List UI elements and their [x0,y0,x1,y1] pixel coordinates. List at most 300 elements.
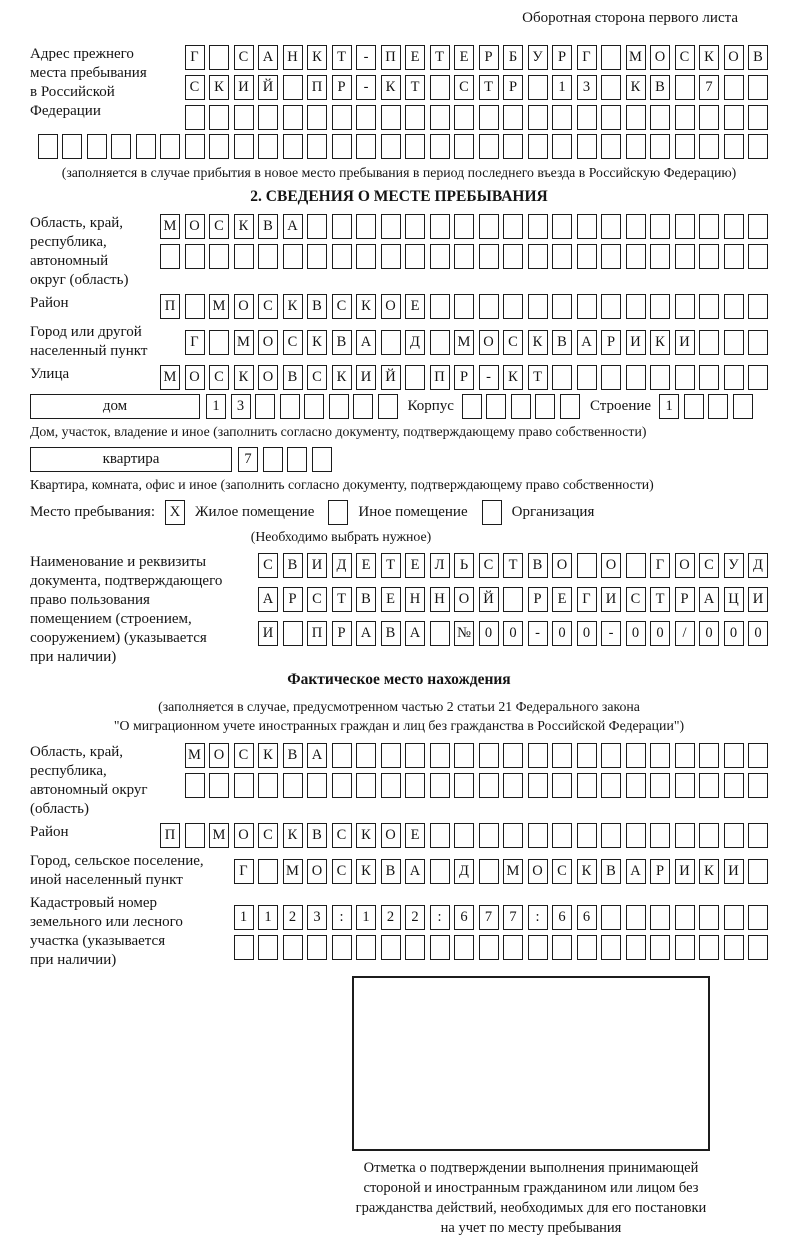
char-cell[interactable] [528,75,548,100]
char-cell[interactable]: С [307,365,327,390]
char-cell[interactable]: С [234,743,254,768]
cadastral-row-1[interactable] [234,905,769,930]
char-cell[interactable]: А [283,214,303,239]
char-cell[interactable] [699,823,719,848]
char-cell[interactable] [185,244,205,269]
char-cell[interactable] [430,75,450,100]
char-cell[interactable]: Е [454,45,474,70]
char-cell[interactable]: 0 [748,621,768,646]
char-cell[interactable] [356,743,376,768]
char-cell[interactable] [650,214,670,239]
char-cell[interactable]: : [528,905,548,930]
char-cell[interactable] [528,773,548,798]
char-cell[interactable] [675,244,695,269]
char-cell[interactable] [601,45,621,70]
char-cell[interactable] [185,773,205,798]
char-cell[interactable] [405,935,425,960]
char-cell[interactable] [332,244,352,269]
char-cell[interactable] [626,743,646,768]
char-cell[interactable]: О [601,553,621,578]
char-cell[interactable]: М [454,330,474,355]
char-cell[interactable] [307,134,327,159]
char-cell[interactable] [312,447,332,472]
char-cell[interactable]: Ь [454,553,474,578]
char-cell[interactable] [699,905,719,930]
char-cell[interactable]: 3 [231,394,251,419]
char-cell[interactable]: Г [577,45,597,70]
char-cell[interactable] [699,330,719,355]
char-cell[interactable] [356,244,376,269]
char-cell[interactable] [503,134,523,159]
char-cell[interactable]: 7 [503,905,523,930]
char-cell[interactable] [626,823,646,848]
char-cell[interactable] [479,244,499,269]
char-cell[interactable]: О [209,743,229,768]
char-cell[interactable]: Т [332,45,352,70]
char-cell[interactable]: Е [552,587,572,612]
char-cell[interactable] [552,134,572,159]
char-cell[interactable]: О [381,294,401,319]
char-cell[interactable] [552,935,572,960]
char-cell[interactable] [601,294,621,319]
char-cell[interactable] [601,773,621,798]
char-cell[interactable] [675,294,695,319]
char-cell[interactable] [209,244,229,269]
char-cell[interactable] [430,823,450,848]
char-cell[interactable] [724,214,744,239]
char-cell[interactable] [552,105,572,130]
char-cell[interactable]: - [528,621,548,646]
char-cell[interactable]: А [258,587,278,612]
char-cell[interactable]: Р [601,330,621,355]
char-cell[interactable] [748,294,768,319]
char-cell[interactable]: В [356,587,376,612]
char-cell[interactable]: 0 [552,621,572,646]
char-cell[interactable] [675,105,695,130]
char-cell[interactable]: К [234,214,254,239]
char-cell[interactable] [675,743,695,768]
char-cell[interactable]: О [234,823,254,848]
region-row-1[interactable] [160,214,768,239]
char-cell[interactable] [748,743,768,768]
char-cell[interactable]: К [650,330,670,355]
district-row[interactable] [160,294,768,319]
prev-address-row-3[interactable] [185,105,769,130]
char-cell[interactable] [430,743,450,768]
char-cell[interactable] [136,134,156,159]
char-cell[interactable] [626,105,646,130]
korpus-row[interactable] [462,394,580,419]
char-cell[interactable]: 3 [307,905,327,930]
char-cell[interactable]: К [332,365,352,390]
char-cell[interactable]: А [699,587,719,612]
char-cell[interactable] [577,553,597,578]
char-cell[interactable]: С [283,330,303,355]
char-cell[interactable] [454,773,474,798]
char-cell[interactable] [748,365,768,390]
char-cell[interactable]: М [209,823,229,848]
char-cell[interactable] [552,823,572,848]
char-cell[interactable]: 1 [206,394,226,419]
char-cell[interactable]: С [258,823,278,848]
char-cell[interactable] [280,394,300,419]
char-cell[interactable]: Г [577,587,597,612]
char-cell[interactable] [430,134,450,159]
char-cell[interactable] [724,743,744,768]
char-cell[interactable]: В [381,621,401,646]
char-cell[interactable]: И [724,859,744,884]
char-cell[interactable] [552,214,572,239]
char-cell[interactable] [283,621,303,646]
char-cell[interactable]: В [552,330,572,355]
char-cell[interactable]: К [577,859,597,884]
char-cell[interactable]: 0 [577,621,597,646]
char-cell[interactable]: С [675,45,695,70]
char-cell[interactable] [626,365,646,390]
region-row-2[interactable] [160,244,768,269]
char-cell[interactable] [601,743,621,768]
char-cell[interactable] [724,330,744,355]
char-cell[interactable] [503,244,523,269]
char-cell[interactable] [601,905,621,930]
char-cell[interactable]: М [160,214,180,239]
apartment-type-box[interactable]: квартира [30,447,232,472]
char-cell[interactable] [332,935,352,960]
char-cell[interactable] [405,743,425,768]
char-cell[interactable]: И [748,587,768,612]
char-cell[interactable] [650,244,670,269]
char-cell[interactable] [486,394,506,419]
char-cell[interactable] [724,773,744,798]
char-cell[interactable] [503,294,523,319]
char-cell[interactable]: К [209,75,229,100]
stay-option-other-checkbox[interactable] [328,500,348,525]
char-cell[interactable] [454,105,474,130]
char-cell[interactable] [258,859,278,884]
char-cell[interactable]: В [748,45,768,70]
char-cell[interactable] [650,743,670,768]
char-cell[interactable] [675,365,695,390]
char-cell[interactable] [185,823,205,848]
char-cell[interactable] [724,823,744,848]
char-cell[interactable]: У [724,553,744,578]
char-cell[interactable]: С [503,330,523,355]
char-cell[interactable]: С [332,859,352,884]
char-cell[interactable]: Р [454,365,474,390]
char-cell[interactable]: О [479,330,499,355]
char-cell[interactable]: Р [332,75,352,100]
char-cell[interactable]: Т [503,553,523,578]
char-cell[interactable] [503,105,523,130]
char-cell[interactable] [675,823,695,848]
char-cell[interactable]: Т [650,587,670,612]
char-cell[interactable]: Й [381,365,401,390]
char-cell[interactable]: О [185,365,205,390]
char-cell[interactable] [748,905,768,930]
char-cell[interactable] [479,773,499,798]
char-cell[interactable]: И [234,75,254,100]
char-cell[interactable] [577,105,597,130]
char-cell[interactable] [287,447,307,472]
char-cell[interactable] [381,134,401,159]
char-cell[interactable]: М [626,45,646,70]
char-cell[interactable]: Ц [724,587,744,612]
stay-option-organization-checkbox[interactable] [482,500,502,525]
char-cell[interactable]: О [528,859,548,884]
char-cell[interactable]: Т [430,45,450,70]
char-cell[interactable]: Д [405,330,425,355]
char-cell[interactable] [724,134,744,159]
char-cell[interactable] [503,587,523,612]
char-cell[interactable]: 0 [503,621,523,646]
char-cell[interactable] [626,244,646,269]
char-cell[interactable]: Р [650,859,670,884]
char-cell[interactable] [511,394,531,419]
char-cell[interactable] [381,743,401,768]
char-cell[interactable] [381,773,401,798]
char-cell[interactable] [699,105,719,130]
char-cell[interactable] [209,330,229,355]
char-cell[interactable] [430,773,450,798]
char-cell[interactable] [381,214,401,239]
char-cell[interactable] [405,365,425,390]
char-cell[interactable]: Р [552,45,572,70]
char-cell[interactable] [577,773,597,798]
char-cell[interactable]: С [258,294,278,319]
char-cell[interactable]: И [307,553,327,578]
char-cell[interactable]: Й [479,587,499,612]
char-cell[interactable]: Н [405,587,425,612]
char-cell[interactable]: С [552,859,572,884]
char-cell[interactable] [356,935,376,960]
char-cell[interactable]: Р [479,45,499,70]
char-cell[interactable]: К [356,859,376,884]
char-cell[interactable]: 2 [405,905,425,930]
char-cell[interactable] [626,294,646,319]
char-cell[interactable] [185,105,205,130]
char-cell[interactable] [258,244,278,269]
char-cell[interactable] [332,134,352,159]
char-cell[interactable] [405,214,425,239]
document-row-1[interactable] [258,553,768,578]
char-cell[interactable] [405,773,425,798]
char-cell[interactable] [454,935,474,960]
char-cell[interactable] [626,134,646,159]
char-cell[interactable] [209,105,229,130]
char-cell[interactable] [552,294,572,319]
char-cell[interactable]: Т [332,587,352,612]
char-cell[interactable]: Т [381,553,401,578]
char-cell[interactable]: - [356,45,376,70]
char-cell[interactable]: О [552,553,572,578]
char-cell[interactable] [560,394,580,419]
char-cell[interactable] [748,75,768,100]
char-cell[interactable] [332,773,352,798]
char-cell[interactable]: К [307,330,327,355]
char-cell[interactable]: В [381,859,401,884]
char-cell[interactable] [258,105,278,130]
char-cell[interactable] [283,773,303,798]
char-cell[interactable]: В [307,823,327,848]
char-cell[interactable]: С [332,823,352,848]
char-cell[interactable]: Г [650,553,670,578]
char-cell[interactable] [724,105,744,130]
char-cell[interactable]: К [258,743,278,768]
char-cell[interactable] [353,394,373,419]
char-cell[interactable]: П [307,75,327,100]
char-cell[interactable]: В [528,553,548,578]
char-cell[interactable] [601,105,621,130]
char-cell[interactable] [626,773,646,798]
char-cell[interactable]: И [626,330,646,355]
char-cell[interactable] [405,244,425,269]
char-cell[interactable]: К [699,859,719,884]
char-cell[interactable]: К [234,365,254,390]
char-cell[interactable] [699,134,719,159]
char-cell[interactable] [577,365,597,390]
char-cell[interactable]: Б [503,45,523,70]
char-cell[interactable] [601,214,621,239]
char-cell[interactable]: 7 [479,905,499,930]
char-cell[interactable]: А [356,330,376,355]
char-cell[interactable]: О [381,823,401,848]
char-cell[interactable] [405,134,425,159]
char-cell[interactable]: А [577,330,597,355]
char-cell[interactable]: 0 [626,621,646,646]
char-cell[interactable]: К [307,45,327,70]
char-cell[interactable]: О [724,45,744,70]
char-cell[interactable] [503,823,523,848]
char-cell[interactable] [381,105,401,130]
char-cell[interactable] [356,105,376,130]
char-cell[interactable]: 1 [234,905,254,930]
stroenie-row[interactable] [659,394,753,419]
char-cell[interactable]: № [454,621,474,646]
char-cell[interactable] [234,773,254,798]
char-cell[interactable] [479,823,499,848]
char-cell[interactable] [454,134,474,159]
char-cell[interactable] [62,134,82,159]
char-cell[interactable] [724,935,744,960]
document-row-2[interactable] [258,587,768,612]
char-cell[interactable] [454,823,474,848]
char-cell[interactable] [430,621,450,646]
char-cell[interactable] [626,905,646,930]
char-cell[interactable] [535,394,555,419]
char-cell[interactable]: Е [356,553,376,578]
char-cell[interactable]: 7 [238,447,258,472]
char-cell[interactable] [185,134,205,159]
char-cell[interactable] [283,105,303,130]
char-cell[interactable]: 0 [650,621,670,646]
char-cell[interactable] [307,105,327,130]
char-cell[interactable] [650,105,670,130]
char-cell[interactable]: С [185,75,205,100]
char-cell[interactable] [650,365,670,390]
char-cell[interactable]: 0 [479,621,499,646]
char-cell[interactable] [724,365,744,390]
cadastral-row-2[interactable] [234,935,769,960]
char-cell[interactable] [234,134,254,159]
apartment-number-row[interactable] [238,447,332,472]
char-cell[interactable]: Д [454,859,474,884]
char-cell[interactable]: А [405,621,425,646]
char-cell[interactable] [234,935,254,960]
char-cell[interactable]: С [626,587,646,612]
char-cell[interactable]: Д [332,553,352,578]
char-cell[interactable]: О [650,45,670,70]
char-cell[interactable]: Г [234,859,254,884]
prev-address-row-1[interactable] [185,45,769,70]
char-cell[interactable] [528,743,548,768]
char-cell[interactable]: П [160,823,180,848]
char-cell[interactable] [528,294,548,319]
char-cell[interactable] [332,743,352,768]
char-cell[interactable]: А [626,859,646,884]
char-cell[interactable] [111,134,131,159]
char-cell[interactable]: Е [405,553,425,578]
char-cell[interactable]: И [675,859,695,884]
char-cell[interactable]: И [258,621,278,646]
char-cell[interactable] [255,394,275,419]
char-cell[interactable]: Р [528,587,548,612]
char-cell[interactable]: М [209,294,229,319]
char-cell[interactable]: 0 [699,621,719,646]
char-cell[interactable]: А [356,621,376,646]
char-cell[interactable]: О [258,330,278,355]
char-cell[interactable] [528,134,548,159]
char-cell[interactable] [356,773,376,798]
char-cell[interactable] [263,447,283,472]
char-cell[interactable] [724,905,744,930]
char-cell[interactable] [577,294,597,319]
char-cell[interactable] [304,394,324,419]
char-cell[interactable] [650,773,670,798]
char-cell[interactable]: И [356,365,376,390]
char-cell[interactable] [160,244,180,269]
char-cell[interactable] [307,773,327,798]
char-cell[interactable] [675,134,695,159]
char-cell[interactable] [626,214,646,239]
char-cell[interactable] [503,773,523,798]
char-cell[interactable]: П [381,45,401,70]
char-cell[interactable] [650,294,670,319]
char-cell[interactable] [552,773,572,798]
char-cell[interactable] [356,134,376,159]
char-cell[interactable] [209,773,229,798]
char-cell[interactable] [601,75,621,100]
actual-district-row[interactable] [160,823,768,848]
char-cell[interactable] [430,294,450,319]
char-cell[interactable]: И [675,330,695,355]
char-cell[interactable] [601,823,621,848]
char-cell[interactable] [307,935,327,960]
char-cell[interactable] [381,330,401,355]
char-cell[interactable] [528,214,548,239]
char-cell[interactable] [209,45,229,70]
char-cell[interactable]: К [626,75,646,100]
char-cell[interactable] [650,134,670,159]
char-cell[interactable] [748,214,768,239]
char-cell[interactable]: М [185,743,205,768]
char-cell[interactable]: П [307,621,327,646]
char-cell[interactable] [462,394,482,419]
char-cell[interactable] [552,365,572,390]
char-cell[interactable]: О [675,553,695,578]
char-cell[interactable]: 1 [552,75,572,100]
char-cell[interactable] [733,394,753,419]
char-cell[interactable] [748,330,768,355]
